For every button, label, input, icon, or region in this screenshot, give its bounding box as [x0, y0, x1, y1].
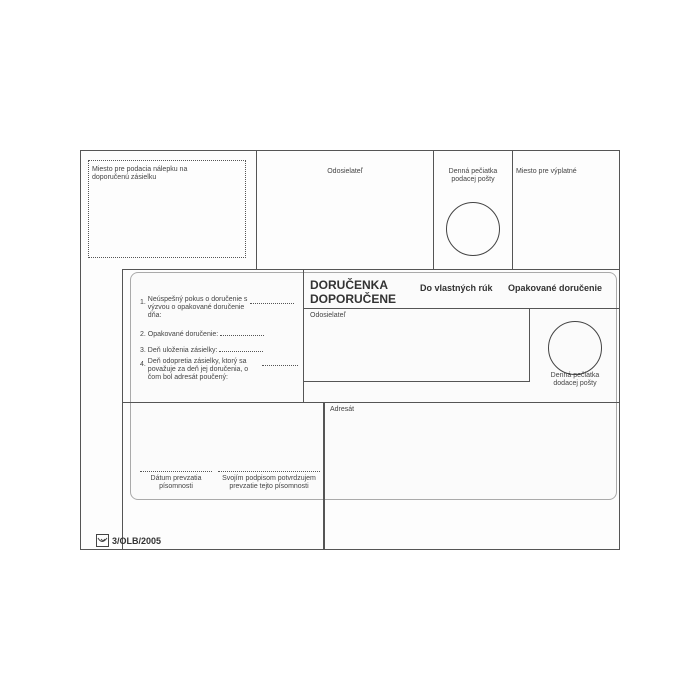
left-border — [80, 150, 81, 550]
card-stamp-label: Denná pečiatka dodacej pošty — [550, 372, 600, 387]
list-item: 3. Deň uloženia zásielky: — [140, 344, 300, 355]
right-border — [619, 150, 620, 270]
stamp-box-top — [530, 308, 620, 309]
post-horn-logo — [96, 534, 109, 547]
card-sender-label: Odosielateľ — [310, 312, 346, 319]
signature-line — [218, 471, 320, 472]
card-right — [619, 269, 620, 549]
card-title-2: DOPORUČENE — [310, 292, 397, 306]
sticker-label: Miesto pre podacia nálepku na doporučenú zásielku — [92, 166, 188, 181]
card-title-1: DORUČENKA — [310, 278, 388, 292]
card-left — [122, 269, 123, 549]
date-line — [140, 471, 212, 472]
date-label: Dátum prevzatia písomnosti — [150, 475, 202, 490]
card-top — [122, 269, 620, 270]
sender-box-top — [304, 308, 530, 309]
list-item: 4. Deň odopretia zásielky, ktorý sa považuje za deň jej doručenia, o čom bol adresát poučený: — [140, 358, 300, 382]
bottom-border — [80, 549, 620, 550]
form-code: 3/OLB/2005 — [112, 535, 162, 546]
top-sender-label: Odosielateľ — [327, 168, 363, 175]
repeated-label: Opakované doručenie — [508, 283, 603, 293]
footer — [96, 534, 161, 547]
list-item: 1. Neúspešný pokus o doručenie s výzvou o opakované doručenie dňa: — [140, 296, 300, 320]
top-stamp-circle — [446, 202, 500, 256]
list-item: 2. Opakované doručenie: — [140, 328, 300, 339]
sender-box-bottom — [304, 381, 530, 382]
divider-2 — [433, 150, 434, 270]
addressee-label: Adresát — [330, 406, 355, 413]
top-stamp-label: Denná pečiatka podacej pošty — [448, 168, 498, 183]
personal-label: Do vlastných rúk — [420, 283, 493, 293]
signature-label: Svojím podpisom potvrdzujem prevzatie tejto písomnosti — [222, 475, 316, 490]
card-mid-divider — [303, 269, 304, 402]
card-row-divider — [122, 402, 620, 403]
postage-label: Miesto pre výplatné — [516, 168, 577, 175]
card-stamp-circle — [548, 321, 602, 375]
addressee-divider — [323, 402, 325, 549]
sender-box-right — [529, 308, 530, 382]
divider-3 — [512, 150, 513, 270]
delivery-form — [80, 150, 620, 550]
top-border — [80, 150, 620, 151]
